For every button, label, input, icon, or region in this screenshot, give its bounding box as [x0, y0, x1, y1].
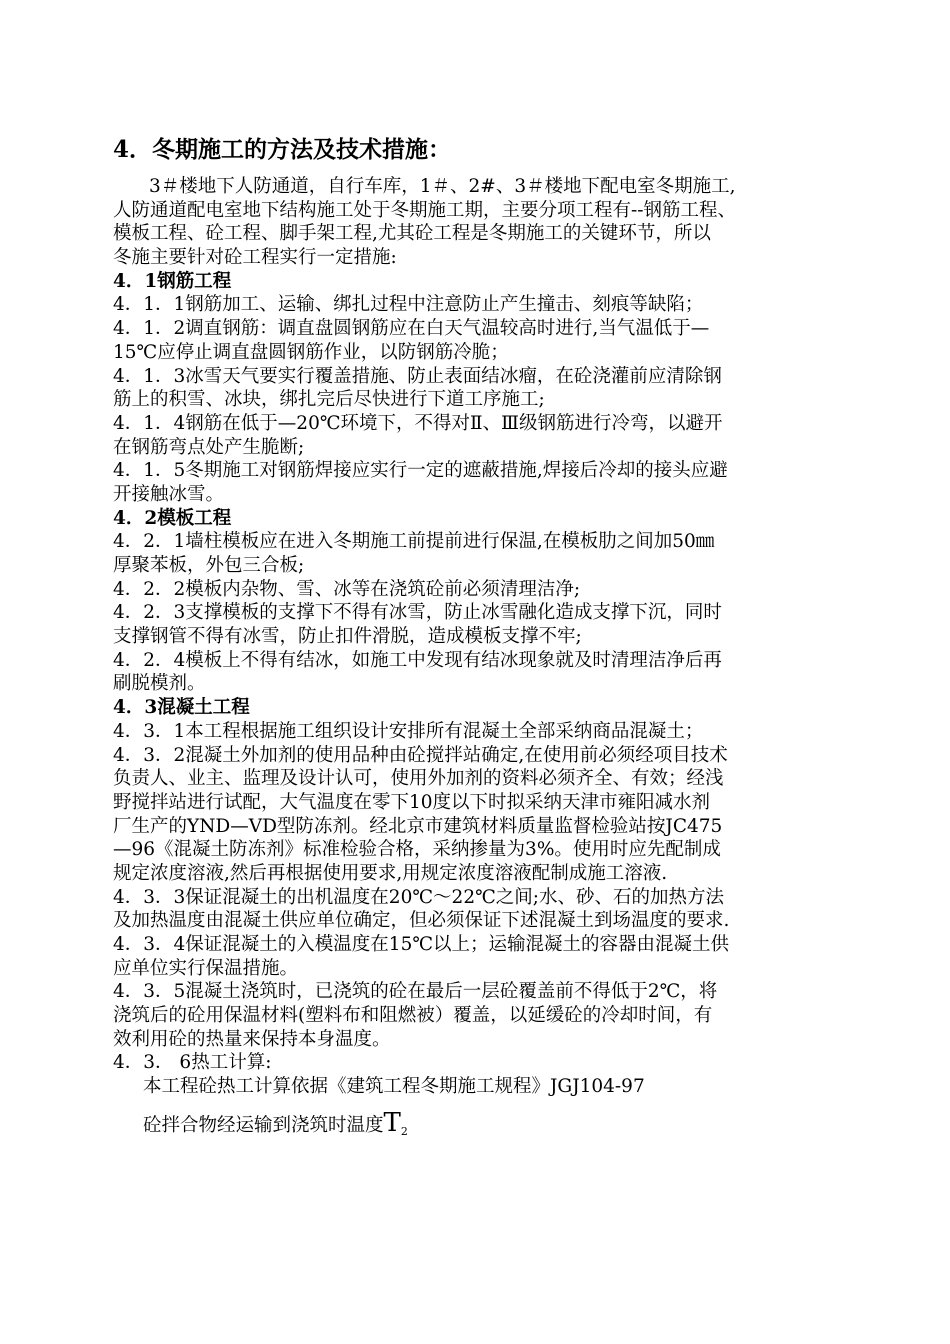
paragraph-line: 野搅拌站进行试配，大气温度在零下10度以下时拟采纳天津市雍阳减水剂 — [113, 791, 711, 813]
paragraph-line: 本工程砼热工计算依据《建筑工程冬期施工规程》JGJ104-97 — [143, 1076, 645, 1098]
paragraph-line: 4．3．3保证混凝土的出机温度在20℃～22℃之间;水、砂、石的加热方法 — [113, 886, 725, 908]
paragraph-line: 4．3．5混凝土浇筑时，已浇筑的砼在最后一层砼覆盖前不得低于2℃，将 — [113, 981, 718, 1003]
paragraph-line: 效利用砼的热量来保持本身温度。 — [113, 1028, 391, 1050]
temperature-subscript: 2 — [400, 1124, 408, 1138]
temperature-symbol: T — [383, 1107, 401, 1138]
document-body — [113, 175, 858, 1136]
paragraph-line: —96《混凝土防冻剂》标准检验合格，采纳掺量为3%。使用时应先配制成 — [113, 839, 721, 861]
paragraph-line: 厚聚苯板，外包三合板; — [113, 555, 305, 576]
paragraph-line: 开接触冰雪。 — [113, 483, 225, 505]
paragraph-line: 支撑钢管不得有冰雪，防止扣件滑脱，造成模板支撑不牢; — [113, 626, 582, 648]
paragraph-line: 4．3．1本工程根据施工组织设计安排所有混凝土全部采纳商品混凝土； — [113, 720, 704, 742]
paragraph-line: 4．1．3冰雪天气要实行覆盖措施、防止表面结冰瘤，在砼浇灌前应清除钢 — [113, 365, 722, 387]
paragraph-line: 4．2．2模板内杂物、雪、冰等在浇筑砼前必须清理洁净; — [113, 578, 581, 600]
subsection-heading: 4．1钢筋工程 — [113, 270, 232, 292]
paragraph-line: 在钢筋弯点处产生脆断; — [113, 436, 305, 458]
paragraph-line: 人防通道配电室地下结构施工处于冬期施工期，主要分项工程有--钢筋工程、 — [113, 199, 737, 221]
paragraph-line: 4．2．3支撑模板的支撑下不得有冰雪，防止冰雪融化造成支撑下沉，同时 — [113, 602, 722, 624]
paragraph-line: 4．1．2调直钢筋：调直盘圆钢筋应在白天气温较高时进行,当气温低于— — [113, 318, 710, 340]
temperature-text: 砼拌合物经运输到浇筑时温度 — [143, 1114, 384, 1136]
subsection-heading: 4．3混凝土工程 — [113, 697, 250, 719]
paragraph-line: 规定浓度溶液,然后再根据使用要求,用规定浓度溶液配制成施工溶液. — [113, 862, 668, 884]
paragraph-line: 冬施主要针对砼工程实行一定措施: — [113, 247, 397, 269]
paragraph-line: 负责人、业主、监理及设计认可，使用外加剂的资料必须齐全、有效；经浅 — [113, 768, 724, 790]
paragraph-line: 厂生产的YND—VD型防冻剂。经北京市建筑材料质量监督检验站按JC475 — [113, 815, 723, 837]
subsection-heading: 4．2模板工程 — [113, 507, 232, 529]
section-heading: 4．冬期施工的方法及技术措施： — [113, 136, 452, 163]
paragraph-line: 4．2．4模板上不得有结冰，如施工中发现有结冰现象就及时清理洁净后再 — [113, 649, 722, 671]
paragraph-line: 4．1．5冬期施工对钢筋焊接应实行一定的遮蔽措施,焊接后冷却的接头应避 — [113, 460, 728, 482]
paragraph-line: 应单位实行保温措施。 — [113, 957, 299, 979]
paragraph-line: 筋上的积雪、冰块，绑扎完后尽快进行下道工序施工; — [113, 389, 545, 411]
paragraph-line: 4．3．4保证混凝土的入模温度在15℃以上；运输混凝土的容器由混凝土供 — [113, 934, 730, 955]
paragraph-line: 4．3．2混凝土外加剂的使用品种由砼搅拌站确定,在使用前必须经项目技术 — [113, 744, 728, 766]
temperature-line — [113, 1107, 858, 1138]
paragraph-line: 4．1．1钢筋加工、运输、绑扎过程中注意防止产生撞击、刻痕等缺陷； — [113, 294, 704, 316]
paragraph-line: 刷脱模剂。 — [113, 673, 206, 695]
paragraph-line: 15℃应停止调直盘圆钢筋作业，以防钢筋冷脆； — [113, 341, 509, 363]
paragraph-line: 4．3． 6热工计算: — [113, 1052, 272, 1074]
paragraph-line: 3＃楼地下人防通道，自行车库，1＃、2#、3＃楼地下配电室冬期施工, — [149, 176, 736, 197]
paragraph-line: 及加热温度由混凝土供应单位确定，但必须保证下述混凝土到场温度的要求. — [113, 910, 730, 932]
paragraph-line: 4．1．4钢筋在低于—20℃环境下，不得对Ⅱ、Ⅲ级钢筋进行冷弯，以避开 — [113, 412, 723, 434]
paragraph-line: 浇筑后的砼用保温材料(塑料布和阻燃被）覆盖，以延缓砼的冷却时间，有 — [113, 1005, 713, 1027]
paragraph-line: 4．2．1墙柱模板应在进入冬期施工前提前进行保温,在模板肋之间加50㎜ — [113, 531, 715, 553]
paragraph-line: 模板工程、砼工程、脚手架工程,尤其砼工程是冬期施工的关键环节，所以 — [113, 223, 711, 245]
